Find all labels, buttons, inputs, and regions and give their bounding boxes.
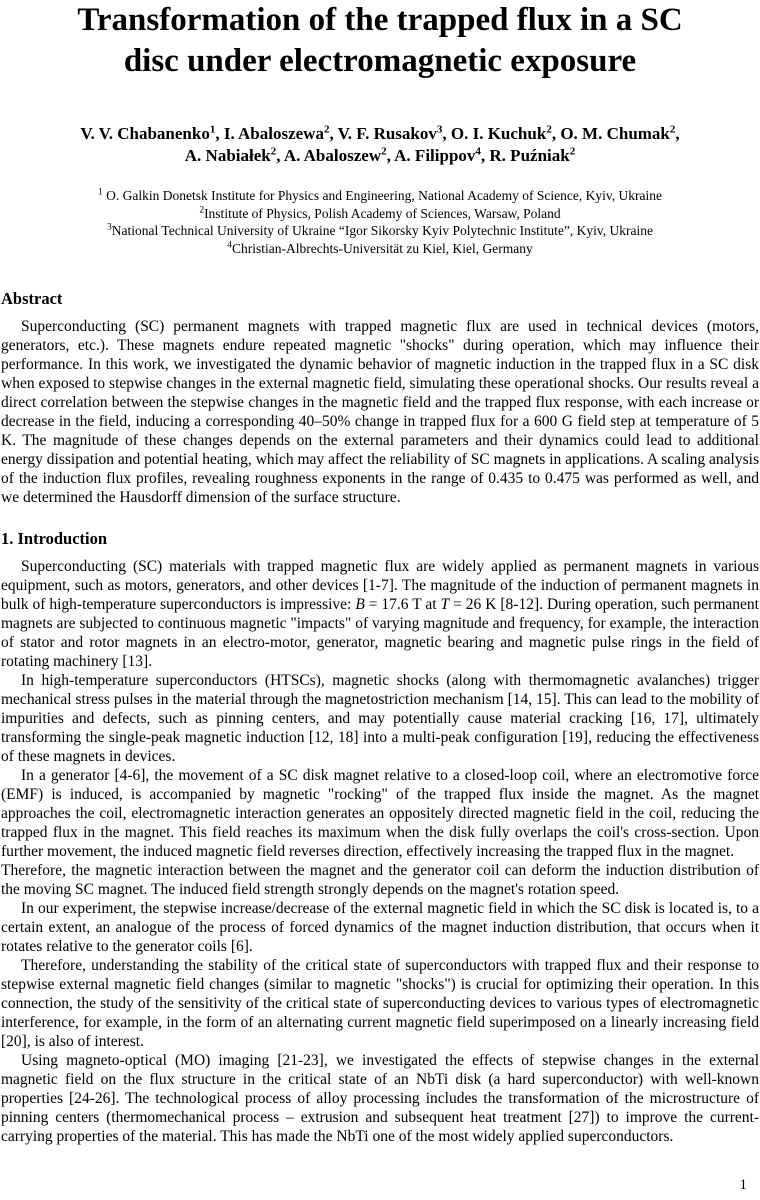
introduction-section <box>1 529 759 1146</box>
affiliation-line: $^4$Christian-Albrechts-Universität zu Kiel, Kiel, Germany <box>227 240 533 256</box>
paragraph: Superconducting (SC) materials with trapped magnetic flux are widely applied as permanent magnets in various equipment, such as motors, generators, and other devices [1-7]. The magnitude of the induction of permanent magnets in bulk of high-temperature superconductors is impressive: B = 17.6 T at T = 26 K [8-12]. During operation, such permanent magnets are subjected to continuous magnetic "impacts" of varying magnitude and frequency, for example, the interaction of stator and rotor magnets in an electro-motor, generator, magnetic bearing and magnetic pulse rings in the field of rotating machinery [13]. <box>1 558 759 670</box>
paragraph: Therefore, understanding the stability of the critical state of superconductors with trapped flux and their response to stepwise external magnetic field changes (similar to magnetic "shocks") is crucial for optimizing their operation. In this connection, the study of the sensitivity of the critical state of superconducting devices to various types of electromagnetic interference, for example, in the form of an alternating current magnetic field superimposed on a linearly increasing field [20], is also of interest. <box>1 957 759 1050</box>
author-superscript: 1 <box>209 123 216 136</box>
author-name: O. I. Kuchuk$^2$, <box>450 123 561 143</box>
affiliation-line: $^3$National Technical University of Ukraine “Igor Sikorsky Kyiv Polytechnic Institute”, Kyiv, Ukraine <box>107 222 653 238</box>
paragraph: Using magneto-optical (MO) imaging [21-23], we investigated the effects of stepwise changes in the external magnetic field on the flux structure in the critical state of an NbTi disk (a hard superconductor) with well-known properties [24-26]. The technological process of alloy processing includes the transformation of the microstructure of pinning centers (thermomechanical process – extrusion and subsequent heat treatment [27]) to improve the current-carrying properties of the material. This has made the NbTi one of the most widely applied superconductors. <box>1 1052 759 1145</box>
introduction-body <box>1 557 759 1146</box>
affiliation-superscript: 1 <box>98 187 103 198</box>
abstract-text: Superconducting (SC) permanent magnets with trapped magnetic flux are used in technical devices (motors, generators, etc.). These magnets endure repeated magnetic "shocks" during operation, which may influence their performance. In this work, we investigated the dynamic behavior of magnetic induction in the trapped flux in a SC disk when exposed to stepwise changes in the external magnetic field, simulating these operational shocks. Our results reveal a direct correlation between the stepwise changes in the magnetic field and the trapped flux response, with each increase or decrease in the field, inducing a corresponding 40–50% change in trapped flux for a 600 G field step at temperature of 5 K. The magnitude of these changes depends on the external parameters and their dynamics could lead to additional energy dissipation and potential heating, which may affect the reliability of SC magnets in applications. A scaling analysis of the induction flux profiles, revealing roughness exponents in the range of 0.435 to 0.475 was performed as well, and we determined the Hausdorff dimension of the surface structure. <box>1 318 759 506</box>
author-name: R. Puźniak$^2$ <box>489 145 576 165</box>
abstract-heading: Abstract <box>1 289 63 308</box>
paragraph: In our experiment, the stepwise increase/decrease of the external magnetic field in which the SC disk is located is, to a certain extent, an analogue of the process of forced dynamics of the magnet induction distribution, that occurs when it rotates relative to the generator coils [6]. <box>1 900 759 955</box>
affiliation-superscript: 4 <box>227 240 233 250</box>
author-name: V. V. Chabanenko$^1$, <box>80 123 224 143</box>
author-superscript: 2 <box>270 145 277 158</box>
author-superscript: 2 <box>323 123 330 136</box>
affiliation-superscript: 2 <box>199 205 205 215</box>
affiliation-line: $^1$ O. Galkin Donetsk Institute for Physics and Engineering, National Academy of Science, Kyiv, Ukraine <box>98 187 662 203</box>
author-name: A. Nabiałek$^2$, <box>184 145 284 165</box>
author-name: O. M. Chumak$^2$, <box>560 123 680 143</box>
author-superscript: 3 <box>436 123 443 136</box>
author-name: V. F. Rusakov$^3$, <box>337 123 451 143</box>
author-name: A. Filippov$^4$, <box>394 145 490 165</box>
paragraph: In a generator [4-6], the movement of a SC disk magnet relative to a closed-loop coil, where an electromotive force (EMF) is induced, is accompanied by magnetic "rocking" of the trapped flux inside the magnet. As the magnet approaches the coil, electromagnetic interaction generates an oppositely directed magnetic field in the coil, reducing the trapped flux in the magnet. This field reaches its maximum when the disk fully overlaps the coil's cross-section. Upon further movement, the induced magnetic field reverses direction, effectively increasing the trapped flux in the magnet. <box>1 767 759 860</box>
abstract-section <box>1 289 759 507</box>
paragraph: In high-temperature superconductors (HTSCs), magnetic shocks (along with thermomagnetic avalanches) trigger mechanical stress pulses in the material through the magnetostriction mechanism [14, 15]. This can lead to the mobility of impurities and defects, such as pinning centers, and may potentially cause material cracking [16, 17], ultimately transforming the single-peak magnetic induction [12, 18] into a multi-peak configuration [19], reducing the effectiveness of these magnets in devices. <box>1 672 759 765</box>
paragraph: Therefore, the magnetic interaction between the magnet and the generator coil can deform the induction distribution of the moving SC magnet. The induced field strength strongly depends on the magnet's rotation speed. <box>1 862 759 898</box>
introduction-heading: 1. Introduction <box>1 529 108 548</box>
author-superscript: 4 <box>475 145 481 158</box>
author-superscript: 2 <box>546 123 552 136</box>
author-superscript: 2 <box>669 123 676 136</box>
author-superscript: 2 <box>381 145 387 158</box>
page-number: 1 <box>739 1177 747 1193</box>
affiliation-superscript: 3 <box>107 222 112 233</box>
affiliation-line: $^2$Institute of Physics, Polish Academy of Sciences, Warsaw, Poland <box>199 205 561 221</box>
author-name: I. Abaloszewa$^2$, <box>223 123 338 143</box>
author-name: A. Abaloszew$^2$, <box>283 145 395 165</box>
author-superscript: 2 <box>569 145 576 158</box>
paper-title: Transformation of the trapped flux in a SC disc under electromagnetic exposure <box>77 2 683 79</box>
affiliations <box>1 187 759 257</box>
authors-line <box>1 123 759 167</box>
